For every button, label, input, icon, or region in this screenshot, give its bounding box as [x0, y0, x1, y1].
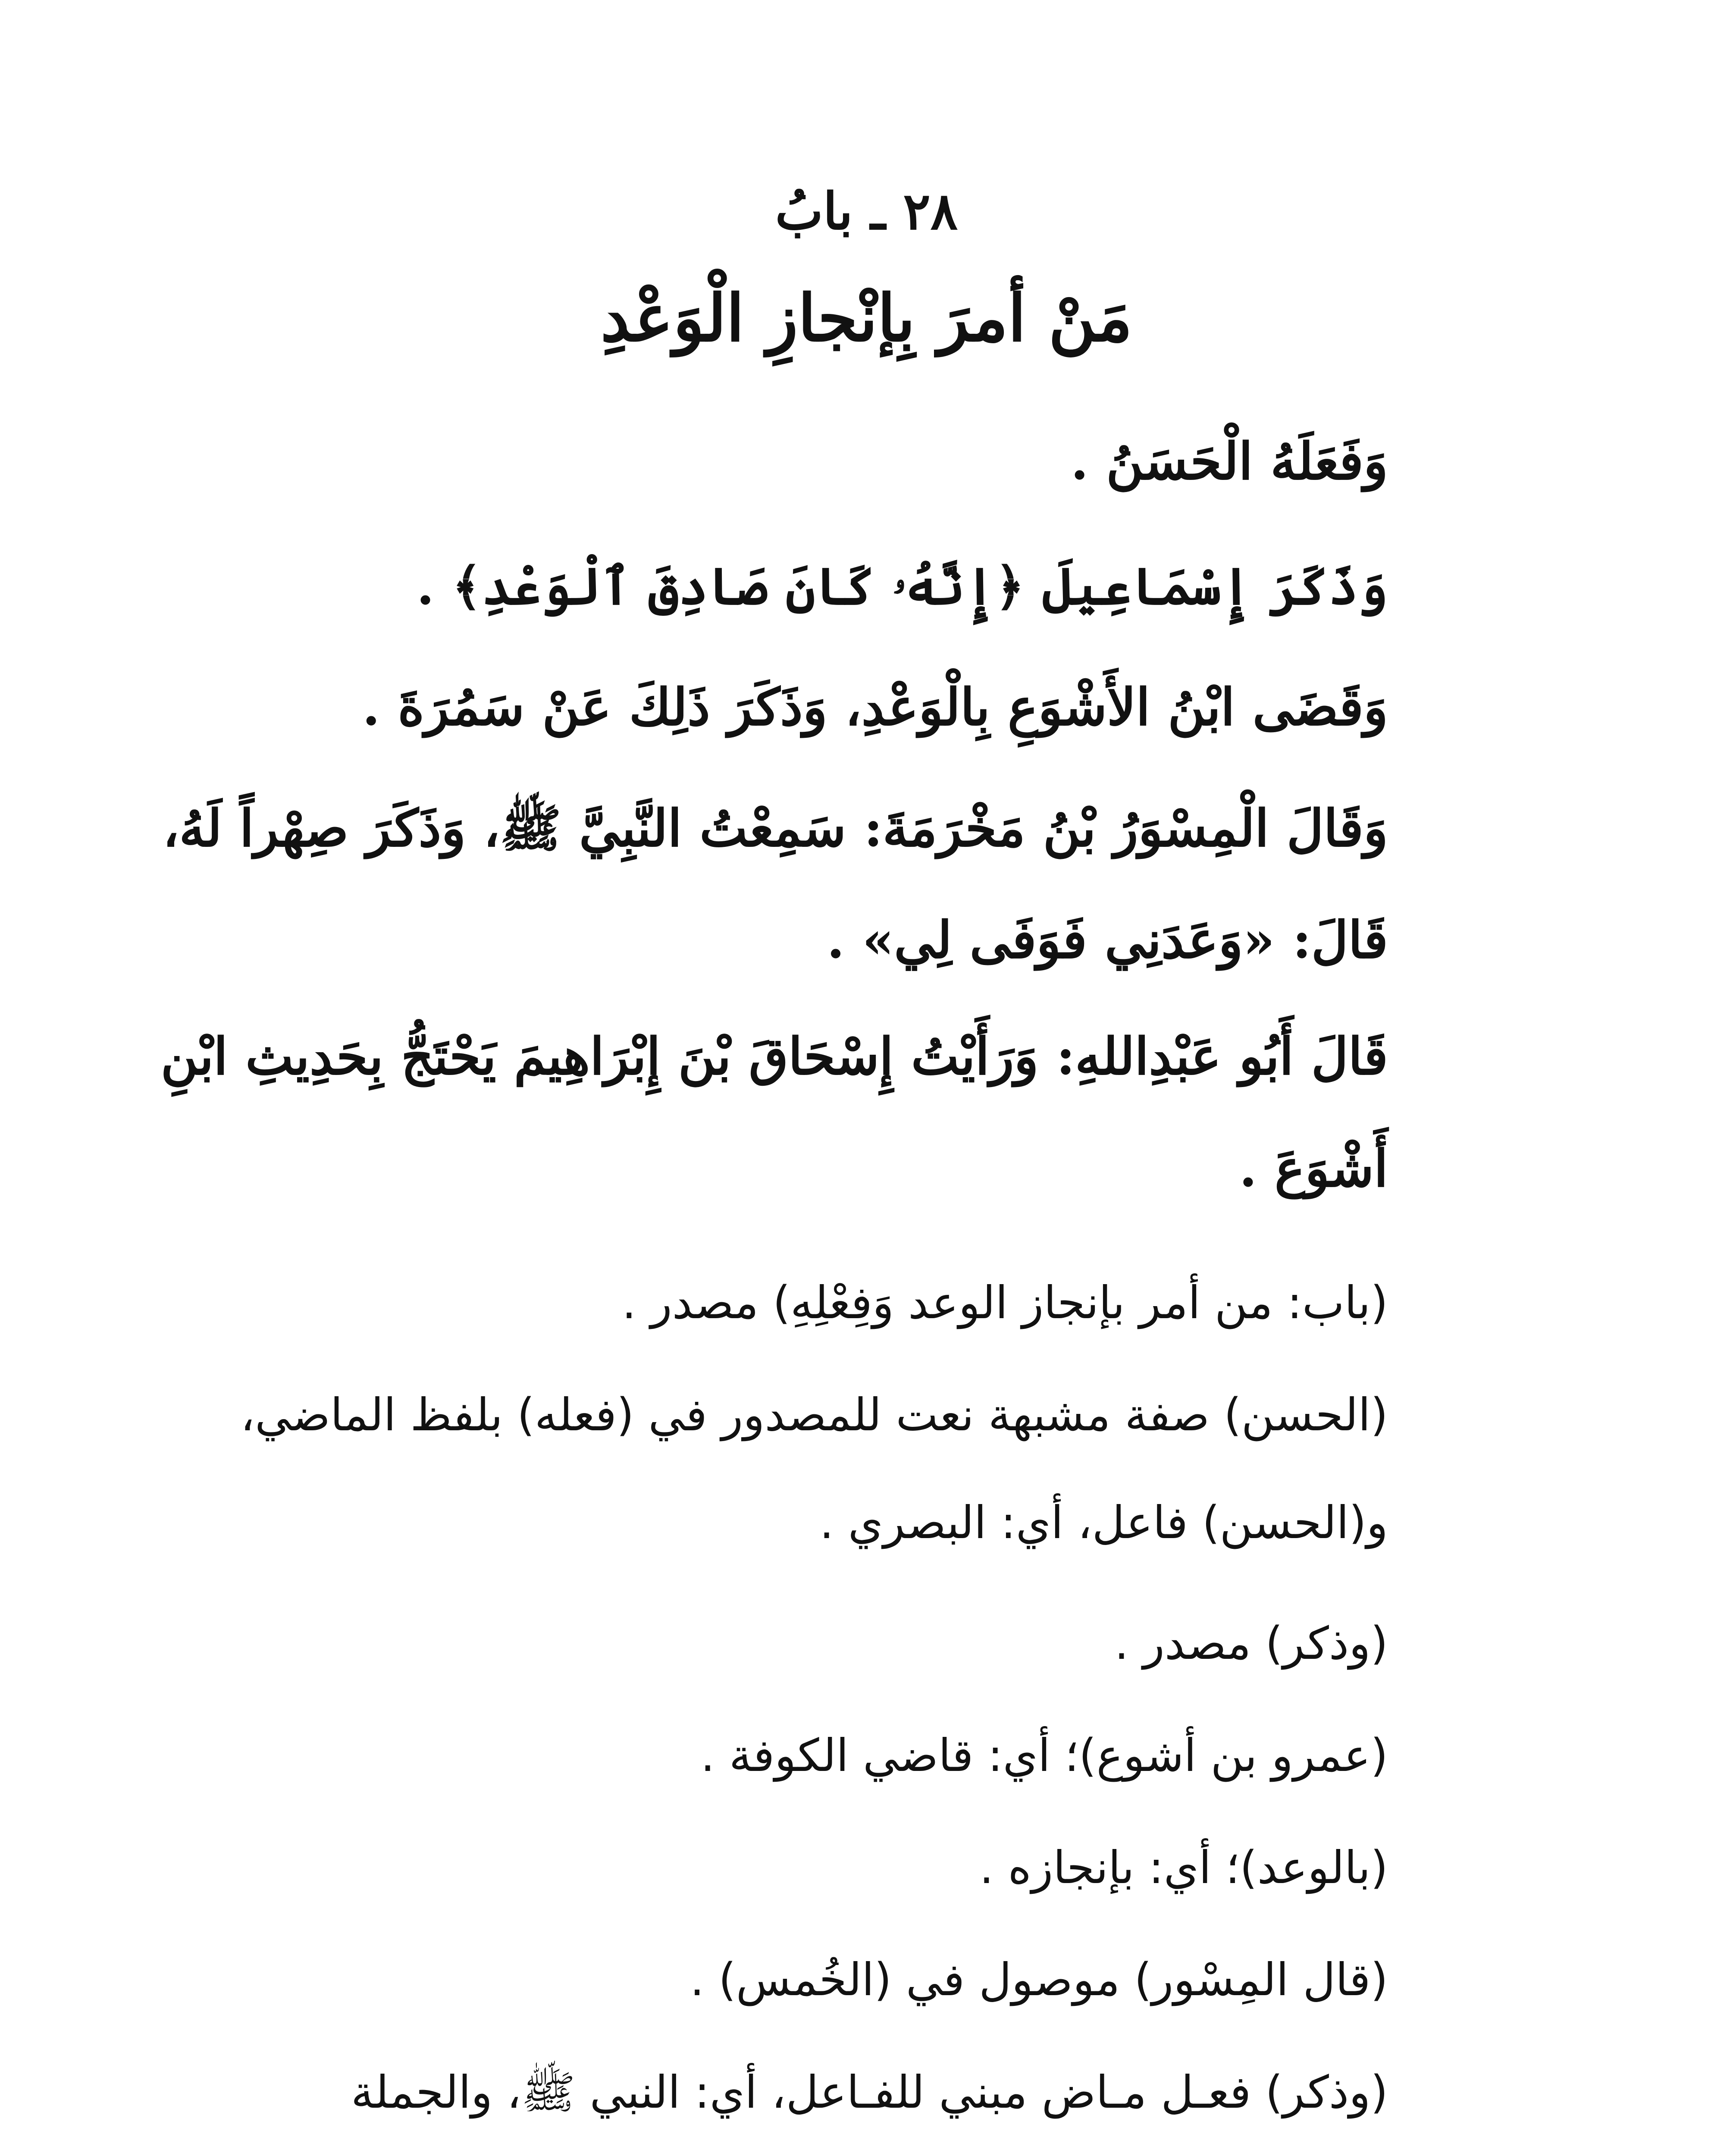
sharh-line: (قال المِسْور) موصول في (الخُمس) . — [690, 1953, 1388, 2006]
matn-line: قَالَ أَبُو عَبْدِاللهِ: وَرَأَيْتُ إِسْحَاقَ بْنَ إِبْرَاهِيمَ يَحْتَجُّ بِحَدِيثِ ابْنِ — [160, 1026, 1388, 1086]
chapter-title: مَنْ أمرَ بِإنْجازِ الْوَعْدِ — [600, 280, 1133, 356]
sharh-line: (وذكر) فعـل مـاض مبني للفـاعل، أي: النبي ﷺ، والجملة — [351, 2066, 1388, 2118]
matn-line: وَقَالَ الْمِسْوَرُ بْنُ مَخْرَمَةَ: سَمِعْتُ النَّبِيَّ ﷺ، وَذَكَرَ صِهْراً لَهُ، — [163, 798, 1388, 858]
sharh-line: (باب: من أمر بإنجاز الوعد وَفِعْلِهِ) مصدر . — [622, 1276, 1388, 1329]
sharh-line: (عمرو بن أشوع)؛ أي: قاضي الكوفة . — [700, 1729, 1388, 1782]
sharh-line: (بالوعد)؛ أي: بإنجازه . — [979, 1841, 1388, 1894]
sharh-line: و(الحسن) فاعل، أي: البصري . — [819, 1496, 1388, 1549]
chapter-number: ٢٨ ـ بابُ — [775, 181, 958, 241]
matn-line: وَفَعَلَهُ الْحَسَنُ . — [1071, 431, 1388, 491]
matn-line: أَشْوَعَ . — [1239, 1138, 1388, 1198]
matn-line: وَقَضَى ابْنُ الأَشْوَعِ بِالْوَعْدِ، وَذَكَرَ ذَلِكَ عَنْ سَمُرَةَ . — [362, 677, 1388, 737]
matn-line: وَذَكَرَ إِسْمَاعِيلَ ﴿إِنَّهُۥ كَانَ صَادِقَ ٱلْوَعْدِ﴾ . — [416, 556, 1388, 616]
matn-line: قَالَ: «وَعَدَنِي فَوَفَى لِي» . — [827, 910, 1388, 970]
sharh-line: (الحسن) صفة مشبهة نعت للمصدور في (فعله) بلفظ الماضي، — [240, 1388, 1388, 1441]
sharh-line: (وذكر) مصدر . — [1114, 1617, 1388, 1670]
